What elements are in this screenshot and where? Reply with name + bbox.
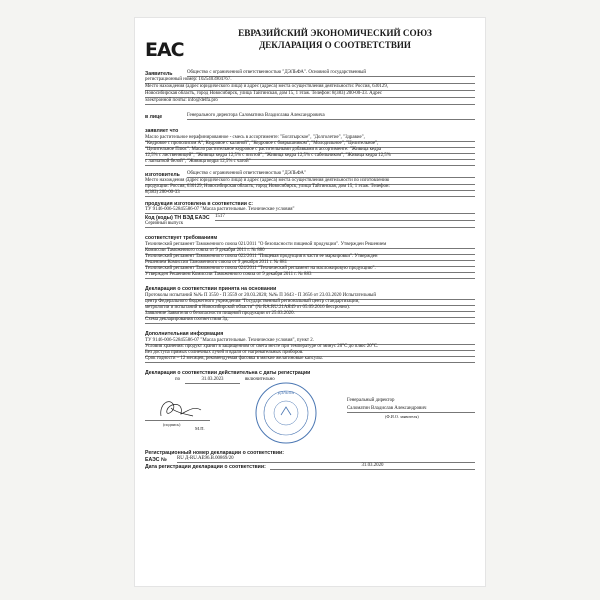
validity-date: 31.03.2023 [185, 377, 240, 384]
basis-line: центр Федерального бюджетного учреждения "Государственный региональный центр стандартизации, [145, 299, 475, 306]
produced-per-label: продукция изготовлена в соответствии с: [145, 201, 254, 207]
company-stamp [253, 380, 319, 446]
registration-number: RU Д-RU.АЕ96.В.00869/20 [177, 456, 475, 463]
registration-title: Регистрационный номер декларации о соответствии: [145, 450, 284, 456]
eac-logo: EAC [145, 39, 184, 61]
validity-inclusive: включительно [245, 377, 275, 382]
requirement-line: Технический регламент Таможенного союза 022/2011 "Пищевая продукция в части ее маркировки". Утвержден [145, 254, 475, 261]
manufacturer-line-3: продукции: Россия, 630129, Новосибирская область, город Новосибирск, улица Тайгинская, дом 15, 1 этаж. Телефон: [145, 184, 475, 191]
requirement-line: Решением Комиссии Таможенного союза от 9 декабря 2011 г. № 881 [145, 260, 475, 267]
registration-date: 31.03.2020 [270, 463, 475, 470]
manufacturer-label: изготовитель [145, 172, 180, 178]
additional-line: ТУ 9146-006-52845586-07 "Масла растительные. Технические условия", пункт 2. [145, 338, 475, 345]
declaration-document [135, 18, 485, 586]
produced-per-value: ТУ 9146-006-52845586-07 "Масла растительные. Технические условия" [145, 207, 475, 214]
union-title: ЕВРАЗИЙСКИЙ ЭКОНОМИЧЕСКИЙ СОЮЗ [238, 28, 432, 38]
declares-line: 12,5% с лиственницей", "Живица кедра 12,5% с пихтой", "Живица кедра 12,5% с сабельником", "Живица кедра 12,5% [145, 153, 475, 160]
requirement-line: Технический регламент Таможенного союза 021/2011 "О безопасности пищевой продукции". Утвержден Решением [145, 242, 475, 249]
represented-label: в лице [145, 114, 163, 120]
basis-label: Декларация о соответствии принята на основании [145, 286, 277, 292]
applicant-label: Заявитель [145, 71, 173, 77]
basis-line: Заявление Заявителя о безопасности пищевой продукции от 25.03.2020. [145, 311, 475, 318]
applicant-line-5: электронной почты: info@delfa.pro [145, 98, 475, 105]
signature-caption: (подпись) [163, 422, 181, 427]
additional-label: Дополнительная информация [145, 331, 224, 337]
declares-line: "Целительное Плюс". Масло растительное кедровое с растительными добавками в ассортименте: "Живица кедра [145, 147, 475, 154]
manufacturer-line-4: 8(383) 200-00-33 [145, 190, 475, 197]
validity-label: Декларация о соответствии действительна с даты регистрации [145, 370, 311, 376]
manufacturer-line-1: Общество с ограниченной ответственностью "ДЭЛЬФА" [187, 171, 475, 178]
batch-type: Серийный выпуск [145, 221, 475, 228]
additional-line: Срок годности – 12 месяцев, рекомендуемая фасовка в мягкие желатиновые капсулы. [145, 356, 475, 363]
validity-prefix: по [175, 377, 181, 382]
svg-text:ДЭЛЬФА: ДЭЛЬФА [277, 390, 295, 395]
applicant-line-1: Общество с ограниченной ответственностью "ДЭЛЬФА". Основной государственный [187, 70, 475, 77]
represented-value: Генерального директора Саломатина Владислава Александровича [187, 113, 475, 120]
handwritten-signature [155, 396, 205, 422]
requirements-label: соответствует требованиям [145, 235, 218, 241]
registration-date-label: Дата регистрации декларации о соответствии: [145, 464, 266, 470]
basis-line: Схема декларирования соответствия 3д. [145, 317, 475, 324]
applicant-line-4: Новосибирская область, город Новосибирск, улица Тайгинская, дом 15, 1 этаж. Телефон: 8(383) 200-00-33. Адрес [145, 91, 475, 98]
document-title: ДЕКЛАРАЦИЯ О СООТВЕТСТВИИ [259, 40, 411, 50]
manufacturer-line-2: Место нахождения (адрес юридического лица) и адрес (адреса) места осуществления деятельности по изготовлению [145, 178, 475, 185]
basis-line: Протоколы испытаний №№ П 3550 - П 3559 от 20.03.2020; №№ П 3643 - П 3656 от 23.03.2020 Испытательный [145, 293, 475, 300]
signatory-name: Саломатин Владислав Александрович [347, 406, 475, 413]
declares-label: заявляет что [145, 128, 179, 134]
additional-line: Без доступа прямых солнечных лучей и вдали от нагревательных приборов. [145, 350, 475, 357]
declares-line: "Кедровое с прополисом А", Кедровое с калиной", "Кедровое с боярышником", "Молодильное", "Целительное", [145, 141, 475, 148]
requirement-line: Утвержден Решением Комиссии Таможенного союза от 9 декабря 2011 г. № 883 [145, 272, 475, 279]
signatory-position: Генеральный директор [347, 398, 395, 403]
name-caption: (Ф.И.О. заявителя) [385, 414, 419, 419]
declares-line: с лапчаткой белой", "Живица кедра 12,5% с чагой" [145, 159, 475, 166]
applicant-line-3: Место нахождения (адрес юридического лица) и адрес (адреса) места осуществления деятельности: Россия, 630129, [145, 84, 475, 91]
applicant-line-2: регистрационный номер: 1025403904767. [145, 77, 475, 84]
stamp-mark: М.П. [195, 426, 205, 431]
hs-code-label: Код (коды) ТН ВЭД ЕАЭС [145, 215, 210, 221]
registration-number-label: ЕАЭС № [145, 457, 167, 463]
hs-code-value: 1517 [215, 214, 475, 221]
declares-line: Масло растительное нерафинированное - смесь в ассортименте: "Богатырское", "Долголетие", "Здравие", [145, 135, 475, 142]
additional-line: Условия хранения: продукт хранят в защищенном от света месте при температуре от минус 20°С до плюс 20°С. [145, 344, 475, 351]
requirement-line: Комиссии Таможенного союза от 9 декабря 2011 г. № 880 [145, 248, 475, 255]
requirement-line: Технический регламент Таможенного союза 024/2011 "Технический регламент на масложировую продукцию". [145, 266, 475, 273]
basis-line: метрологии и испытаний в Новосибирской области" (№ RA.RU.21АЯ49 от 05.09.2016 бессрочно). [145, 305, 475, 312]
